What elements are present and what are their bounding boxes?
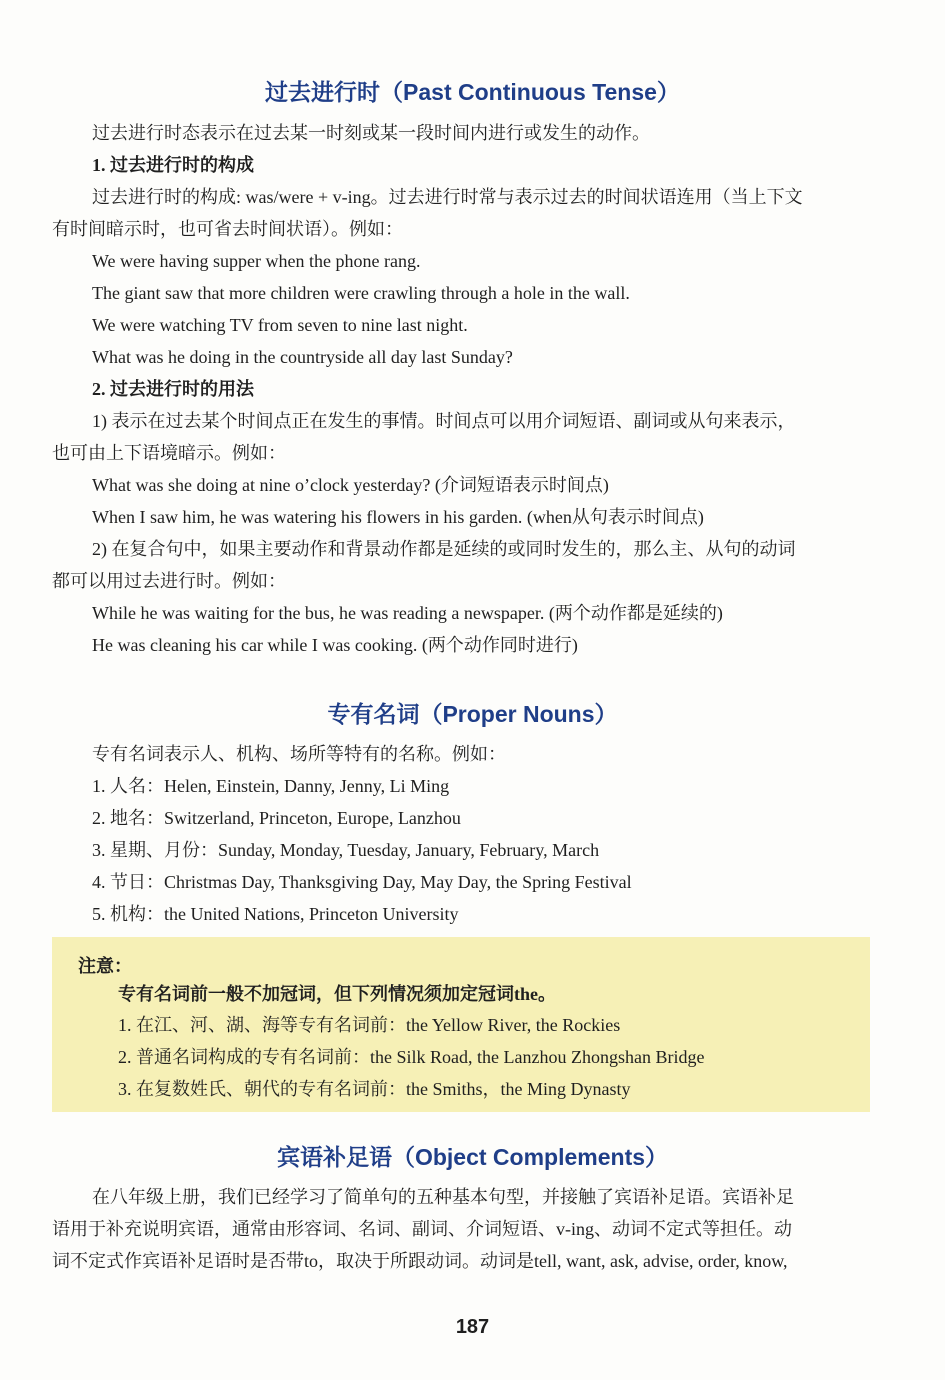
note-list-item: 3. 在复数姓氏、朝代的专有名词前：the Smiths，the Ming Dynasty [118,1079,631,1099]
paragraph: 语用于补充说明宾语，通常由形容词、名词、副词、介词短语、v-ing、动词不定式等担任。动 [52,1219,792,1239]
paragraph: 专有名词表示人、机构、场所等特有的名称。例如： [92,744,506,764]
paragraph: 有时间暗示时，也可省去时间状语）。例如： [52,219,403,239]
section-title-object-complements: 宾语补足语（Object Complements） [276,1144,669,1170]
paragraph: 都可以用过去进行时。例如： [52,571,286,591]
example-sentence: What was he doing in the countryside all day last Sunday? [92,347,513,367]
paragraph: 1) 表示在过去某个时间点正在发生的事情。时间点可以用介词短语、副词或从句来表示， [92,411,796,431]
example-sentence: What was she doing at nine o’clock yesterday? (介词短语表示时间点) [92,475,609,495]
example-sentence: While he was waiting for the bus, he was reading a newspaper. (两个动作都是延续的) [92,603,723,623]
section-title-proper-nouns: 专有名词（Proper Nouns） [327,701,618,727]
subheading: 1. 过去进行时的构成 [92,155,254,175]
note-list-item: 1. 在江、河、湖、海等专有名词前：the Yellow River, the Rockies [118,1015,621,1035]
example-sentence: We were watching TV from seven to nine last night. [92,315,468,335]
page-number: 187 [455,1316,490,1338]
example-sentence: We were having supper when the phone rang. [92,251,421,271]
list-item: 1. 人名：Helen, Einstein, Danny, Jenny, Li Ming [92,776,450,796]
section-title-past-continuous: 过去进行时（Past Continuous Tense） [265,79,680,105]
paragraph: 词不定式作宾语补足语时是否带to，取决于所跟动词。动词是tell, want, ask, advise, order, know, [52,1251,788,1271]
note-text: 专有名词前一般不加冠词，但下列情况须加定冠词the。 [118,984,556,1004]
example-sentence: He was cleaning his car while I was cooking. (两个动作同时进行) [92,635,578,655]
list-item: 3. 星期、月份：Sunday, Monday, Tuesday, January, February, March [92,840,600,860]
paragraph: 也可由上下语境暗示。例如： [52,443,286,463]
example-sentence: When I saw him, he was watering his flowers in his garden. (when从句表示时间点) [92,507,704,527]
list-item: 4. 节日：Christmas Day, Thanksgiving Day, May Day, the Spring Festival [92,872,632,892]
list-item: 2. 地名：Switzerland, Princeton, Europe, Lanzhou [92,808,461,828]
list-item: 5. 机构：the United Nations, Princeton University [92,904,459,924]
subheading: 2. 过去进行时的用法 [92,379,254,399]
paragraph: 过去进行时的构成: was/were + v-ing。过去进行时常与表示过去的时间状语连用（当上下文 [92,187,803,207]
note-list-item: 2. 普通名词构成的专有名词前：the Silk Road, the Lanzhou Zhongshan Bridge [118,1047,705,1067]
example-sentence: The giant saw that more children were crawling through a hole in the wall. [92,283,630,303]
paragraph: 2) 在复合句中，如果主要动作和背景动作都是延续的或同时发生的，那么主、从句的动词 [92,539,796,559]
paragraph: 在八年级上册，我们已经学习了简单句的五种基本句型，并接触了宾语补足语。宾语补足 [92,1187,794,1207]
note-label: 注意： [78,956,132,976]
paragraph: 过去进行时态表示在过去某一时刻或某一段时间内进行或发生的动作。 [92,123,650,143]
